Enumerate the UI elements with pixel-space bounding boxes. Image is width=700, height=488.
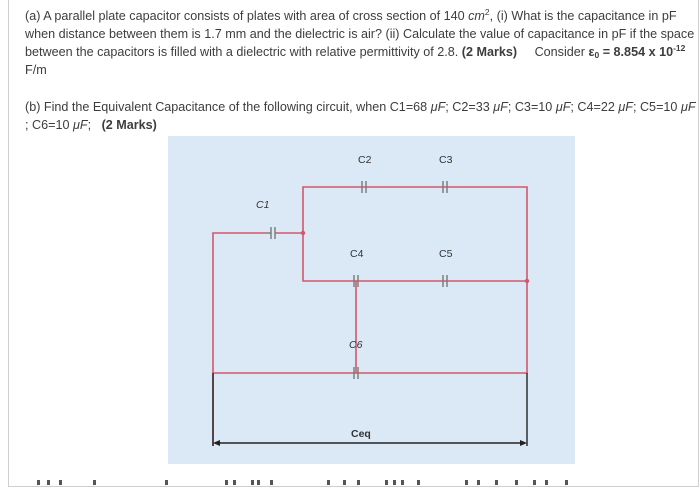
wire-left xyxy=(213,233,265,446)
wire-outer-right xyxy=(213,187,527,373)
circuit-wires xyxy=(213,187,527,446)
cropped-next-line xyxy=(25,470,697,486)
label-c1: C1 xyxy=(256,199,270,211)
capacitor-c1 xyxy=(265,227,303,239)
unit-cm: cm xyxy=(468,9,485,23)
question-card xyxy=(8,0,699,487)
label-c5: C5 xyxy=(439,248,453,260)
circuit-svg xyxy=(168,136,575,464)
circuit-diagram xyxy=(168,136,575,464)
question-a-text: (a) A parallel plate capacitor consists of plates with area of cross section of 140 $cm^2$, (i) What is the capacitance in pF when distance between them is 1.7 mm and the dielectric is air? (ii) Calculate the value of capacitance in pF if the space between the capacitors is filled with a dielectric with relative permittivity of 2.8. (2 Marks) Consider $\varepsilon_0 = 8.854$ x $10^{-12}$ F/m xyxy=(25,7,695,77)
marks-a: (2 Marks) xyxy=(461,45,518,59)
label-c4: C4 xyxy=(350,248,364,260)
label-ceq: Ceq xyxy=(351,428,371,440)
question-b-text: (b) Find the Equivalent Capacitance of the following circuit, when C1=68 μF; C2=33 μF; C3=10 μF; C4=22 μF; C5=10 μF ; C6=10 μF; (2 Marks) xyxy=(25,100,696,132)
label-c6: C6 xyxy=(349,339,363,351)
marks-b: (2 Marks) xyxy=(101,118,157,132)
label-c3: C3 xyxy=(439,154,453,166)
epsilon-constant: $\varepsilon_0 = 8.854$ x $10^{-12}$ xyxy=(588,43,686,60)
wire-inner xyxy=(303,233,527,281)
circuit-nodes xyxy=(301,231,529,283)
label-c2: C2 xyxy=(358,154,372,166)
